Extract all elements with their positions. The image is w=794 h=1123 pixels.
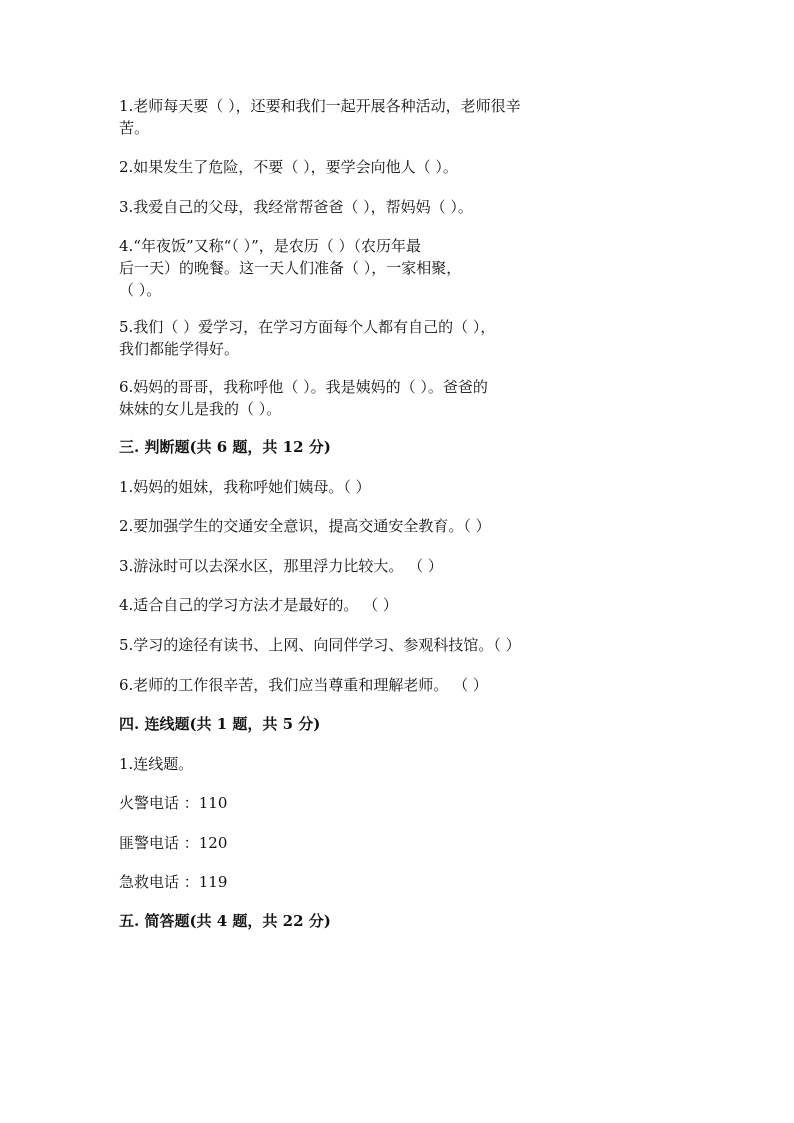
question-line: 妹妹的女儿是我的（ ）。 (119, 400, 282, 418)
true-false-question-3: 3.游泳时可以去深水区，那里浮力比较大。 （ ） (119, 557, 443, 575)
section-3-heading: 三. 判断题(共 6 题，共 12 分) (119, 438, 331, 456)
question-line: 5.我们（ ）爱学习，在学习方面每个人都有自己的（ ）， (119, 318, 496, 336)
question-line: 我们都能学得好。 (119, 340, 240, 358)
section-4-heading: 四. 连线题(共 1 题，共 5 分) (119, 715, 321, 733)
question-line: 6.妈妈的哥哥，我称呼他（ ）。我是姨妈的（ ）。爸爸的 (119, 378, 488, 396)
true-false-question-2: 2.要加强学生的交通安全意识，提高交通安全教育。（ ） (119, 517, 491, 535)
section-5-heading: 五. 简答题(共 4 题，共 22 分) (119, 912, 331, 930)
question-line: 苦。 (119, 119, 150, 137)
fill-blank-question-3 (119, 196, 679, 218)
matching-pair-ambulance: 急救电话 ：119 (119, 873, 228, 891)
fill-blank-question-2 (119, 156, 679, 178)
true-false-question-6: 6.老师的工作很辛苦，我们应当尊重和理解老师。 （ ） (119, 676, 488, 694)
fill-blank-question-4 (119, 235, 679, 301)
true-false-question-4: 4.适合自己的学习方法才是最好的。 （ ） (119, 596, 398, 614)
matching-question: 1.连线题。 (119, 755, 194, 773)
fill-blank-question-5 (119, 316, 679, 360)
question-line: 1.老师每天要（ ），还要和我们一起开展各种活动，老师很辛 (119, 97, 521, 115)
true-false-question-1: 1.妈妈的姐妹，我称呼她们姨母。（ ） (119, 478, 371, 496)
matching-pair-police: 匪警电话 ：120 (119, 834, 228, 852)
fill-blank-question-1 (119, 95, 679, 139)
question-line: 2.如果发生了危险，不要（ ），要学会向他人（ ）。 (119, 158, 458, 176)
fill-blank-question-6 (119, 376, 679, 420)
matching-pair-fire: 火警电话 ：110 (119, 794, 228, 812)
question-line: 后一天）的晚餐。这一天人们准备（ ），一家相聚， (119, 259, 462, 277)
true-false-question-5: 5.学习的途径有读书、上网、向同伴学习、参观科技馆。（ ） (119, 636, 521, 654)
question-line: （ ）。 (119, 281, 162, 299)
question-line: 4.“年夜饭”又称“（ ）”，是农历（ ）（农历年最 (119, 237, 422, 255)
question-line: 3.我爱自己的父母，我经常帮爸爸（ ），帮妈妈（ ）。 (119, 198, 473, 216)
